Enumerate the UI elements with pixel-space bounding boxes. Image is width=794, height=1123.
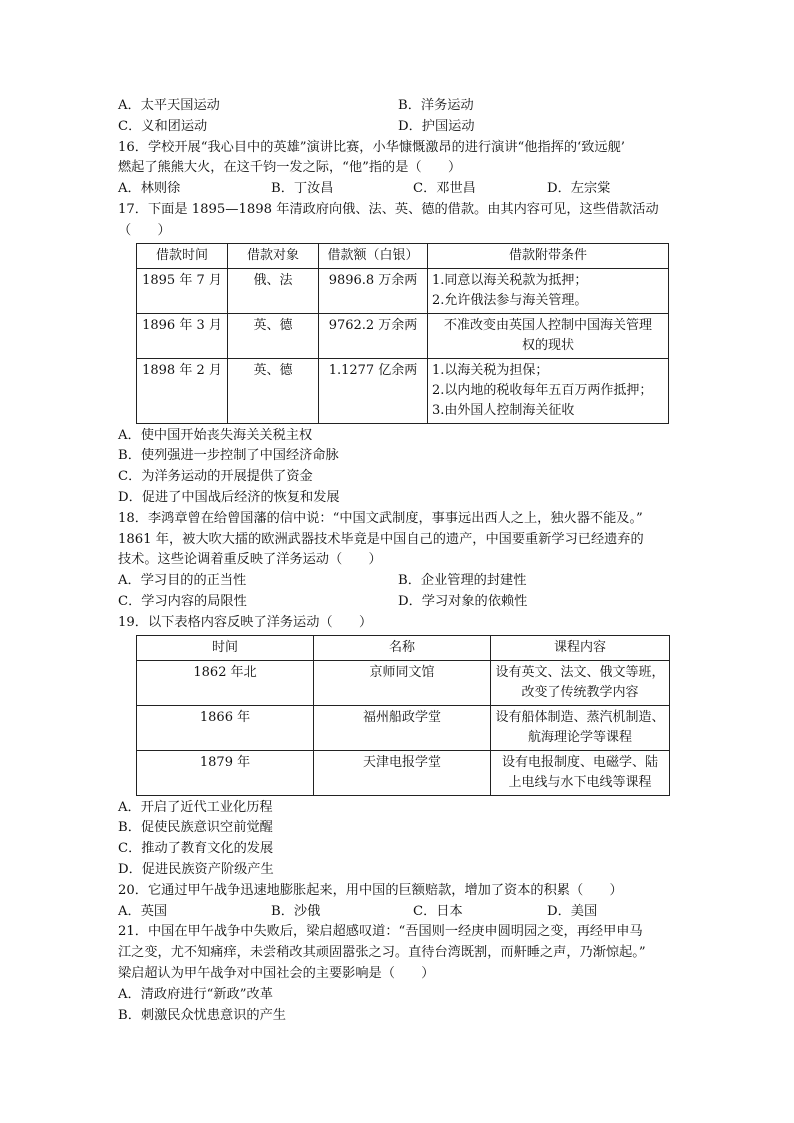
content-line: 设有电报制度、电磁学、陆 <box>501 754 658 770</box>
cell-conditions <box>428 313 669 358</box>
cell-time: 1866 年 <box>137 705 314 750</box>
content-line: 设有船体制造、蒸汽机制造、 <box>495 709 665 725</box>
table-row <box>137 313 669 358</box>
q17-stem-line1: 17．下面是 1895—1898 年清政府向俄、法、英、德的借款。由其内容可见，这些借款活动 <box>118 201 659 217</box>
table-row <box>137 268 669 313</box>
condition-line: 3.由外国人控制海关征收 <box>432 402 575 418</box>
q17-option-c[interactable]: C．为洋务运动的开展提供了资金 <box>118 469 313 485</box>
table-row <box>137 358 669 423</box>
cell-name: 天津电报学堂 <box>314 750 491 795</box>
q21-option-a[interactable]: A．清政府进行“新政”改革 <box>118 986 273 1002</box>
q17-option-a[interactable]: A．使中国开始丧失海关关税主权 <box>118 427 313 443</box>
q16-stem-line2: 燃起了熊熊大火，在这千钧一发之际，“他”指的是（ ） <box>118 160 462 176</box>
cell-amount: 9762.2 万余两 <box>319 313 428 358</box>
q15-option-c[interactable]: C．义和团运动 <box>118 118 208 134</box>
header-name: 名称 <box>314 635 491 660</box>
cell-name: 京师同文馆 <box>314 660 491 705</box>
q19-option-c[interactable]: C．推动了教育文化的发展 <box>118 841 274 857</box>
cell-target: 俄、法 <box>228 268 319 313</box>
q20-stem: 20．它通过甲午战争迅速地膨胀起来，用中国的巨额赔款，增加了资本的积累（ ） <box>118 882 623 898</box>
header-time: 时间 <box>137 635 314 660</box>
q16-option-b[interactable]: B．丁汝昌 <box>271 181 334 197</box>
table-header-row <box>137 243 669 268</box>
q21-stem-line1: 21．中国在甲午战争中失败后，梁启超感叹道：“吾国则一经庚申圆明园之变，再经甲申马 <box>118 924 643 940</box>
q20-option-d[interactable]: D．美国 <box>547 903 598 919</box>
q20-options <box>118 902 678 923</box>
table-header-row <box>137 635 670 660</box>
cell-amount: 1.1277 亿余两 <box>319 358 428 423</box>
q21-stem-line3: 梁启超认为甲午战争对中国社会的主要影响是（ ） <box>118 965 435 981</box>
cell-time: 1895 年 7 月 <box>137 268 228 313</box>
q15-option-d[interactable]: D．护国运动 <box>398 118 475 134</box>
q15-option-a[interactable]: A．太平天国运动 <box>118 98 220 113</box>
header-loan-target: 借款对象 <box>228 243 319 268</box>
cell-conditions <box>428 268 669 313</box>
q17-loan-table <box>136 243 669 424</box>
q16-option-c[interactable]: C．邓世昌 <box>413 181 476 197</box>
q18-option-c[interactable]: C．学习内容的局限性 <box>118 593 247 609</box>
q21-stem-line2: 江之变，尤不知痛痒，未尝稍改其顽固嚣张之习。直待台湾既割，而鼾睡之声，乃渐惊起。” <box>118 945 646 961</box>
cell-time: 1862 年北 <box>137 660 314 705</box>
table-row <box>137 705 670 750</box>
q19-option-d[interactable]: D．促进民族资产阶级产生 <box>118 861 274 877</box>
q20-option-c[interactable]: C．日本 <box>413 903 463 919</box>
header-loan-time: 借款时间 <box>137 243 228 268</box>
cell-content <box>491 750 670 795</box>
header-course-content: 课程内容 <box>491 635 670 660</box>
header-loan-amount: 借款额（白银） <box>319 243 428 268</box>
q20-option-b[interactable]: B．沙俄 <box>271 903 321 919</box>
q16-option-d[interactable]: D．左宗棠 <box>547 181 611 197</box>
q17-stem-line2: （ ） <box>118 222 171 238</box>
condition-line: 1.同意以海关税款为抵押； <box>432 272 588 288</box>
table-row <box>137 660 670 705</box>
q18-options-row2 <box>118 592 678 613</box>
q18-option-a[interactable]: A．学习目的的正当性 <box>118 573 247 589</box>
q15-options-row1 <box>118 96 678 117</box>
q15-options-row2 <box>118 117 678 138</box>
q21-option-b[interactable]: B．刺激民众忧患意识的产生 <box>118 1007 286 1023</box>
content-line: 设有英文、法文、俄文等班， <box>495 664 665 680</box>
cell-conditions <box>428 358 669 423</box>
q16-option-a[interactable]: A．林则徐 <box>118 181 181 197</box>
cell-target: 英、德 <box>228 313 319 358</box>
q18-stem-line3: 技术。这些论调着重反映了洋务运动（ ） <box>118 552 382 568</box>
cell-content <box>491 660 670 705</box>
q19-option-a[interactable]: A．开启了近代工业化历程 <box>118 799 273 815</box>
header-loan-conditions: 借款附带条件 <box>428 243 669 268</box>
q19-stem: 19．以下表格内容反映了洋务运动（ ） <box>118 614 373 630</box>
condition-line: 1.以海关税为担保； <box>432 362 549 378</box>
q16-options <box>118 179 678 200</box>
q19-option-b[interactable]: B．促使民族意识空前觉醒 <box>118 820 273 836</box>
q18-stem-line1: 18．李鸿章曾在给曾国藩的信中说：“中国文武制度，事事远出西人之上，独火器不能及。” <box>118 510 643 526</box>
content-line: 改变了传统教学内容 <box>521 684 639 700</box>
cell-name: 福州船政学堂 <box>314 705 491 750</box>
condition-line: 2.以内地的税收每年五百万两作抵押； <box>432 382 653 398</box>
condition-line: 权的现状 <box>521 337 574 353</box>
exam-page <box>118 96 678 1026</box>
content-line: 上电线与水下电线等课程 <box>508 774 652 790</box>
cell-content <box>491 705 670 750</box>
table-row <box>137 750 670 795</box>
q18-stem-line2: 1861 年，被大吹大擂的欧洲武器技术毕竟是中国自己的遗产，中国要重新学习已经遗弃的 <box>118 531 644 547</box>
condition-line: 不准改变由英国人控制中国海关管理 <box>443 317 652 333</box>
q16-stem-line1: 16．学校开展“我心目中的英雄”演讲比赛，小华慷慨激昂的进行演讲“他指挥的‘致远舰’ <box>118 139 625 155</box>
condition-line: 2.允许俄法参与海关管理。 <box>432 292 588 308</box>
cell-time: 1898 年 2 月 <box>137 358 228 423</box>
q18-option-b[interactable]: B．企业管理的封建性 <box>398 573 527 589</box>
q19-school-table <box>136 635 670 796</box>
cell-time: 1896 年 3 月 <box>137 313 228 358</box>
q15-option-b[interactable]: B．洋务运动 <box>398 98 474 113</box>
q20-option-a[interactable]: A．英国 <box>118 903 168 919</box>
cell-amount: 9896.8 万余两 <box>319 268 428 313</box>
q17-option-d[interactable]: D．促进了中国战后经济的恢复和发展 <box>118 489 340 505</box>
cell-target: 英、德 <box>228 358 319 423</box>
cell-time: 1879 年 <box>137 750 314 795</box>
q18-options-row1 <box>118 571 678 592</box>
content-line: 航海理论学等课程 <box>527 729 632 745</box>
q17-option-b[interactable]: B．使列强进一步控制了中国经济命脉 <box>118 448 339 464</box>
q18-option-d[interactable]: D．学习对象的依赖性 <box>398 593 528 609</box>
